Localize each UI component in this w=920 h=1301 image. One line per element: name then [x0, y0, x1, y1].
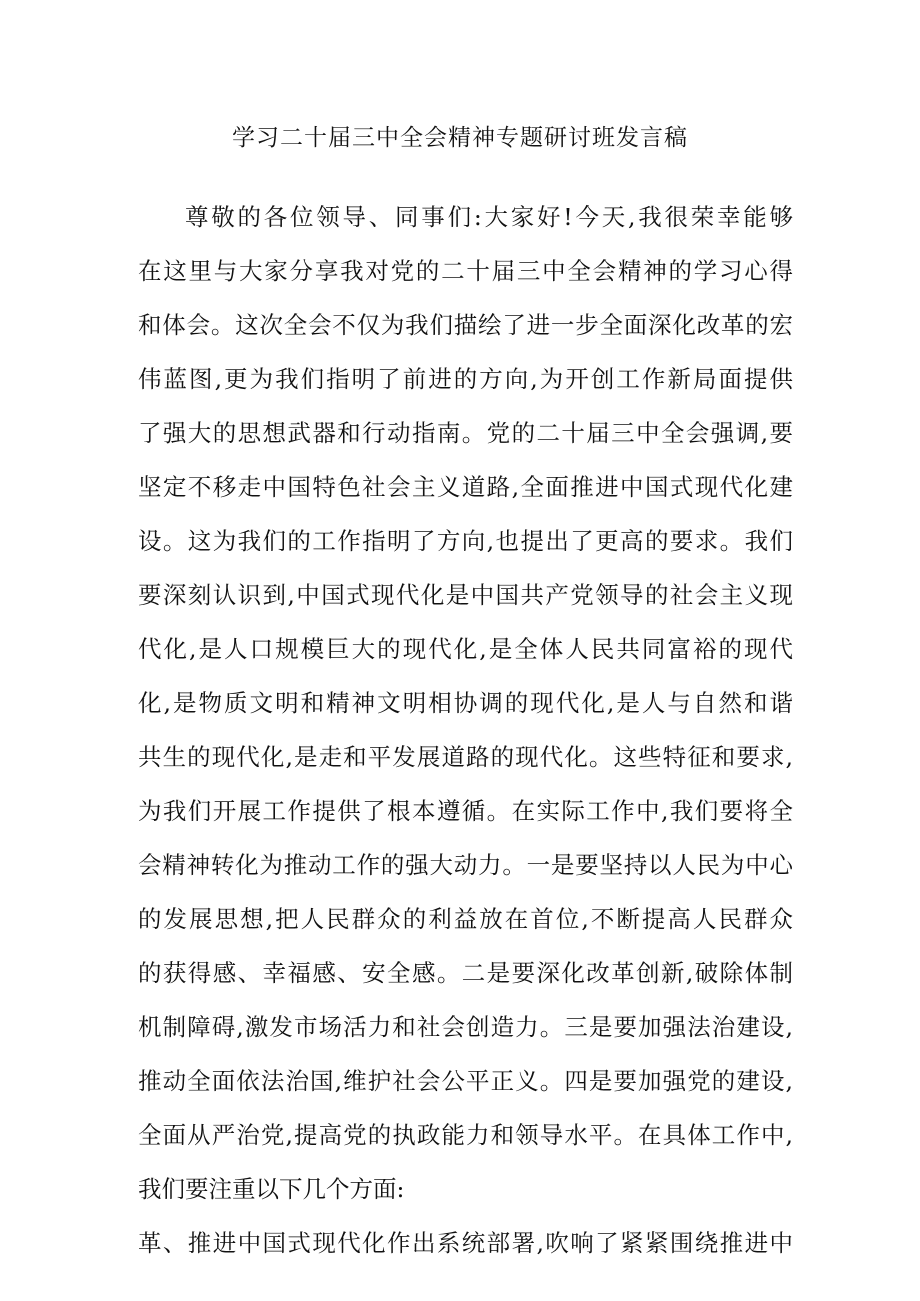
body-line: 机制障碍,激发市场活力和社会创造力。三是要加强法治建设,	[138, 1013, 793, 1041]
document-body	[138, 190, 793, 1270]
document-title: 学习二十届三中全会精神专题研讨班发言稿	[232, 125, 688, 151]
body-line: 在这里与大家分享我对党的二十届三中全会精神的学习心得	[138, 257, 793, 285]
body-line: 了强大的思想武器和行动指南。党的二十届三中全会强调,要	[138, 419, 793, 447]
body-line: 和体会。这次全会不仅为我们描绘了进一步全面深化改革的宏	[138, 311, 793, 339]
body-line: 坚定不移走中国特色社会主义道路,全面推进中国式现代化建	[138, 473, 793, 501]
body-line: 共生的现代化,是走和平发展道路的现代化。这些特征和要求,	[138, 743, 793, 771]
body-line: 要深刻认识到,中国式现代化是中国共产党领导的社会主义现	[138, 581, 793, 609]
body-line: 伟蓝图,更为我们指明了前进的方向,为开创工作新局面提供	[138, 365, 793, 393]
body-line: 化,是物质文明和精神文明相协调的现代化,是人与自然和谐	[138, 689, 793, 717]
body-line: 的发展思想,把人民群众的利益放在首位,不断提高人民群众	[138, 905, 793, 933]
body-line: 代化,是人口规模巨大的现代化,是全体人民共同富裕的现代	[138, 635, 793, 663]
body-line: 推动全面依法治国,维护社会公平正义。四是要加强党的建设,	[138, 1067, 793, 1095]
body-line: 我们要注重以下几个方面:	[138, 1175, 405, 1203]
body-line: 革、推进中国式现代化作出系统部署,吹响了紧紧围绕推进中	[138, 1229, 793, 1257]
body-line: 全面从严治党,提高党的执政能力和领导水平。在具体工作中,	[138, 1121, 793, 1149]
body-line: 尊敬的各位领导、同事们:大家好!今天,我很荣幸能够	[185, 203, 793, 231]
body-line: 为我们开展工作提供了根本遵循。在实际工作中,我们要将全	[138, 797, 793, 825]
body-line: 会精神转化为推动工作的强大动力。一是要坚持以人民为中心	[138, 851, 793, 879]
body-line: 的获得感、幸福感、安全感。二是要深化改革创新,破除体制	[138, 959, 793, 987]
body-line: 设。这为我们的工作指明了方向,也提出了更高的要求。我们	[138, 527, 793, 555]
